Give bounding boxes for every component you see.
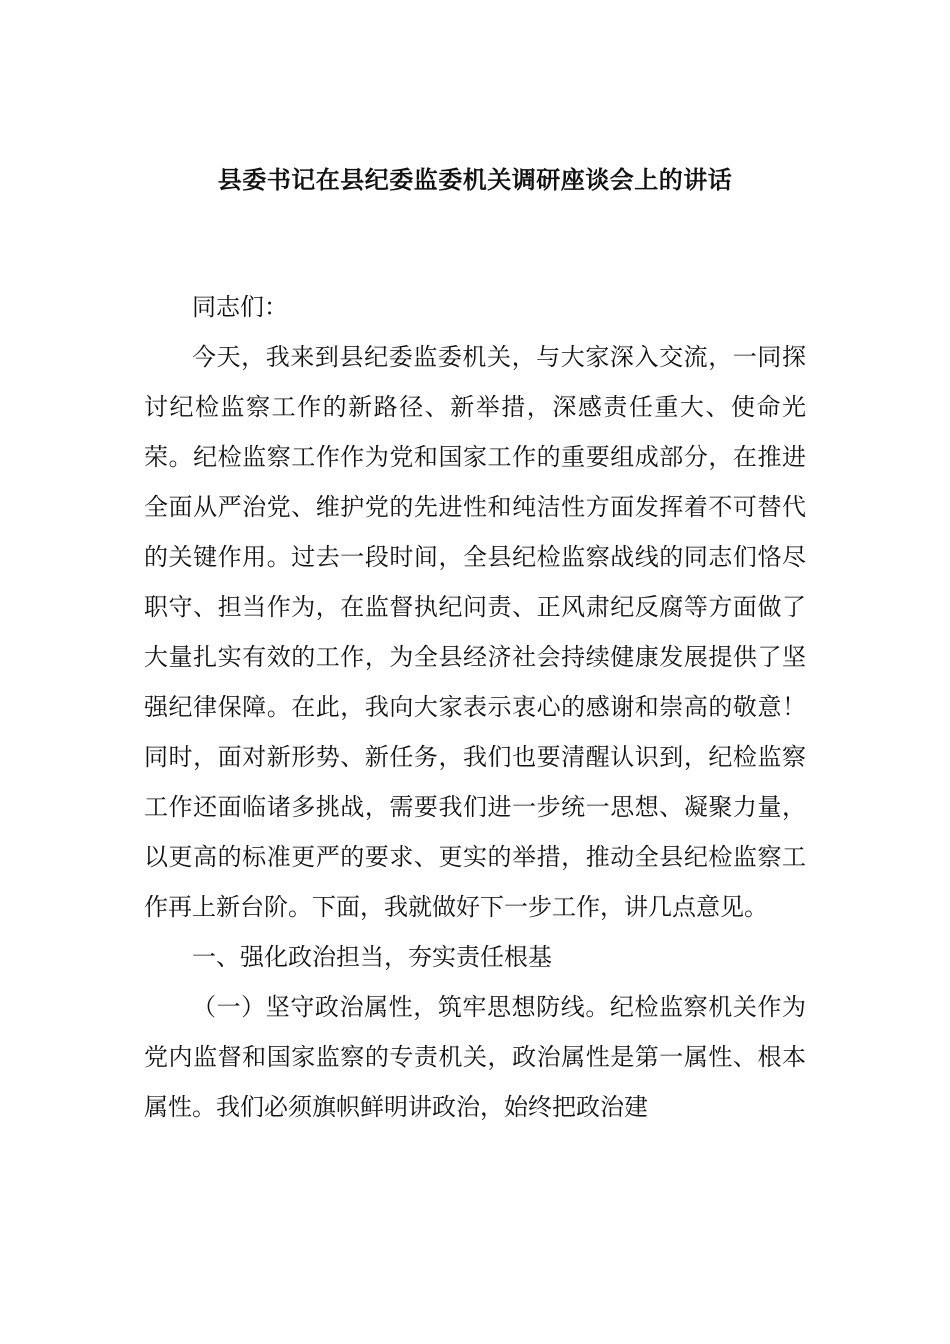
subsection-paragraph: （一）坚守政治属性，筑牢思想防线。纪检监察机关作为党内监督和国家监察的专责机关，政治属性是第一属性、根本属性。我们必须旗帜鲜明讲政治，始终把政治建 <box>144 993 806 1121</box>
intro-paragraph: 今天，我来到县纪委监委机关，与大家深入交流，一同探讨纪检监察工作的新路径、新举措，深感责任重大、使命光荣。纪检监察工作作为党和国家工作的重要组成部分，在推进全面从严治党、维护党的先进性和纯洁性方面发挥着不可替代的关键作用。过去一段时间，全县纪检监察战线的同志们恪尽职守、担当作为，在监督执纪问责、正风肃纪反腐等方面做了大量扎实有效的工作，为全县经济社会持续健康发展提供了坚强纪律保障。在此，我向大家表示衷心的感谢和崇高的敬意！同时，面对新形势、新任务，我们也要清醒认识到，纪检监察工作还面临诸多挑战，需要我们进一步统一思想、凝聚力量，以更高的标准更严的要求、更实的举措，推动全县纪检监察工作再上新台阶。下面，我就做好下一步工作，讲几点意见。 <box>144 343 806 921</box>
document-body <box>144 282 806 1132</box>
section-heading: 一、强化政治担当，夯实责任根基 <box>192 943 552 971</box>
document-title: 县委书记在县纪委监委机关调研座谈会上的讲话 <box>217 166 733 194</box>
greeting-paragraph: 同志们： <box>192 293 288 321</box>
